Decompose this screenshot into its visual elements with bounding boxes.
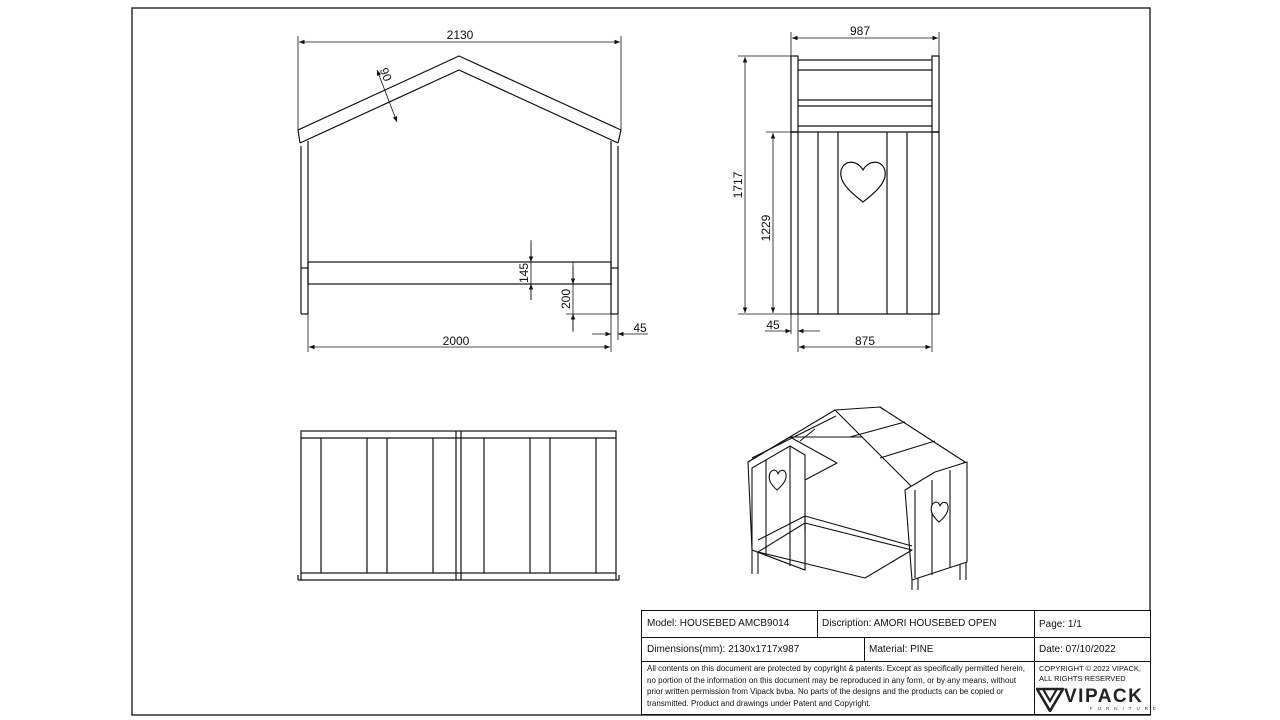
isometric-view	[748, 407, 967, 590]
copyright-line2: ALL RIGHTS RESERVED	[1039, 674, 1126, 683]
title-block	[641, 610, 1161, 715]
vipack-logo-icon	[1036, 686, 1064, 712]
dim-1229: 1229	[759, 214, 773, 242]
front-view-dimension-labels	[377, 28, 647, 348]
dim-45-side: 45	[766, 318, 780, 332]
material-field: Material: PINE	[869, 644, 934, 655]
dim-45-front: 45	[633, 321, 647, 335]
dim-90: 90	[376, 65, 395, 84]
date-field: Date: 07/10/2022	[1039, 644, 1116, 655]
model-field: Model: HOUSEBED AMCB9014	[647, 618, 790, 629]
dimensions-field: Dimensions(mm): 2130x1717x987	[647, 644, 800, 655]
sheet-border	[132, 8, 1150, 715]
logo-text: VIPACK	[1064, 686, 1144, 707]
dim-875: 875	[854, 334, 876, 348]
description-field: Discription: AMORI HOUSEBED OPEN	[822, 618, 997, 629]
copyright-line1: COPYRIGHT © 2022 VIPACK,	[1039, 664, 1141, 673]
dim-200: 200	[559, 288, 573, 310]
dim-1717: 1717	[731, 171, 745, 199]
copyright-notice	[1034, 661, 1151, 685]
legal-notice: All contents on this document are protected by copyright & patents. Except as specifically permitted herein, no portion of the information on this document may be reproduced in any form, or by any means, without prior written permission from Vipack bvba. No parts of the designs and the products can be copied or transmitted. Product and drawings under Patent and Copyright.	[647, 664, 1025, 708]
dim-145: 145	[517, 262, 531, 284]
dim-2000: 2000	[442, 334, 470, 348]
heart-cutout	[841, 162, 885, 202]
front-view-dimensions	[298, 36, 648, 352]
page-field: Page: 1/1	[1039, 619, 1082, 630]
dim-987: 987	[849, 24, 871, 38]
vipack-logo	[1034, 686, 1161, 714]
side-view-dimension-labels	[731, 24, 875, 348]
dim-2130: 2130	[446, 28, 474, 42]
side-view	[791, 56, 939, 314]
logo-subtext: FURNITURE	[1090, 706, 1161, 711]
top-view	[298, 431, 619, 580]
front-view	[298, 56, 621, 314]
